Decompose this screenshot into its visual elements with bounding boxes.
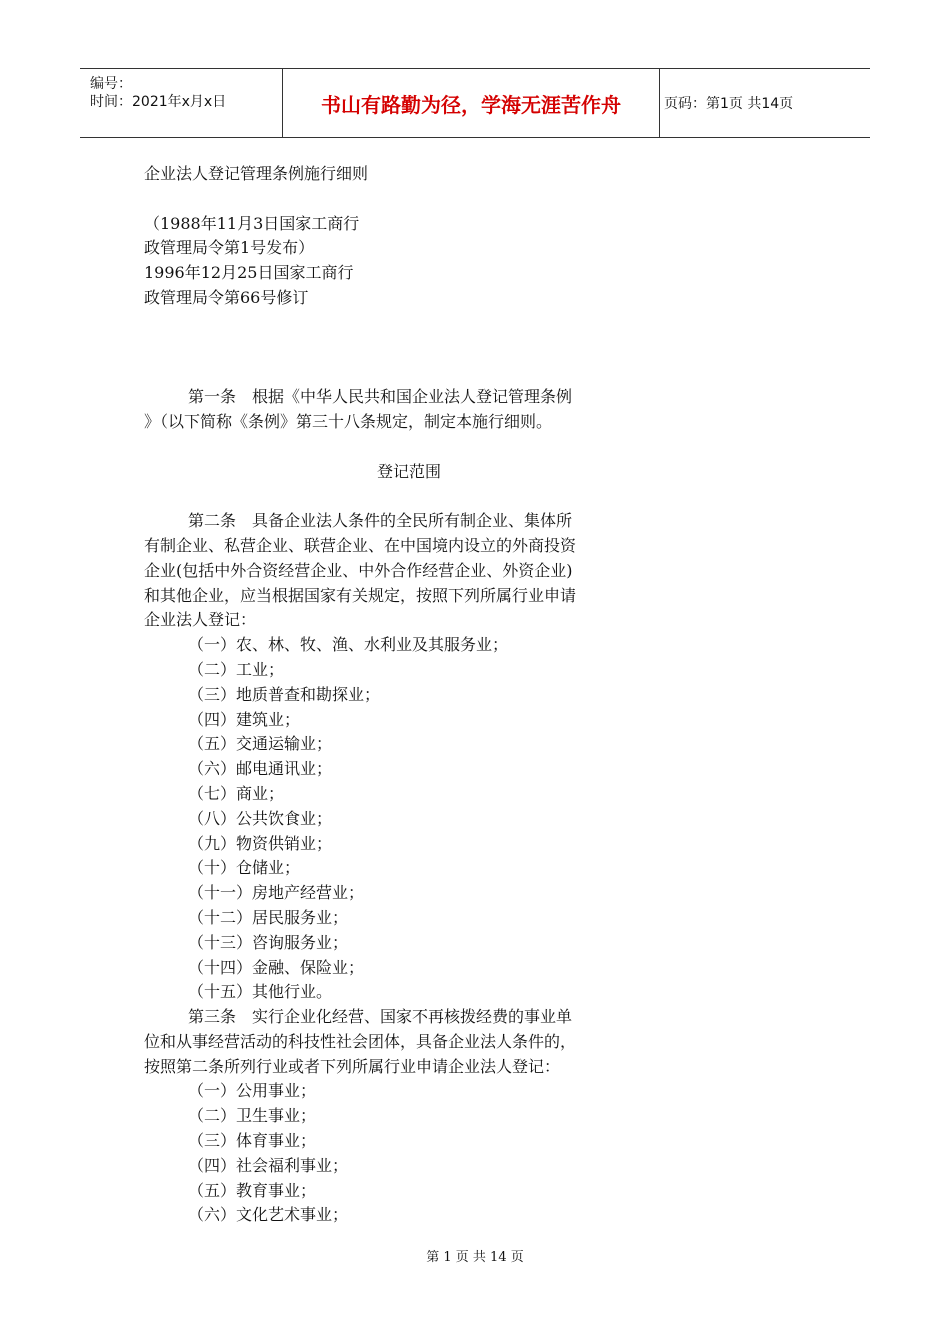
article-3-line: 按照第二条所列行业或者下列所属行业申请企业法人登记： — [144, 1056, 561, 1076]
list-item: （六）邮电通讯业； — [188, 759, 333, 779]
page-footer: 第 1 页 共 14 页 — [426, 1250, 524, 1265]
document-body — [144, 162, 674, 1228]
article-3-line: 第三条 实行企业化经营、国家不再核拨经费的事业单 — [188, 1007, 573, 1027]
list-item: （十）仓储业； — [188, 858, 301, 878]
list-item: （二）工业； — [188, 659, 285, 679]
publication-note: （1988年11月3日国家工商行 — [144, 213, 360, 233]
article-2-line: 企业法人登记： — [144, 610, 257, 630]
list-item: （五）交通运输业； — [188, 734, 333, 754]
list-item: （四）社会福利事业； — [188, 1155, 349, 1175]
revision-note: 1996年12月25日国家工商行 — [144, 263, 354, 283]
article-2-line: 第二条 具备企业法人条件的全民所有制企业、集体所 — [188, 511, 573, 531]
list-item: （四）建筑业； — [188, 709, 301, 729]
article-1-line: 第一条 根据《中华人民共和国企业法人登记管理条例 — [188, 387, 573, 407]
list-item: （一）公用事业； — [188, 1081, 317, 1101]
list-item: （二）卫生事业； — [188, 1106, 317, 1126]
number-label: 编号： — [90, 76, 132, 92]
article-2-line: 和其他企业，应当根据国家有关规定，按照下列所属行业申请 — [144, 585, 577, 605]
list-item: （十一）房地产经营业； — [188, 883, 365, 903]
article-1-line: 》（以下简称《条例》第三十八条规定，制定本施行细则。 — [144, 411, 553, 431]
list-item: （八）公共饮食业； — [188, 808, 333, 828]
article-3-line: 位和从事经营活动的科技性社会团体，具备企业法人条件的， — [144, 1031, 577, 1051]
list-item: （三）体育事业； — [188, 1131, 317, 1151]
article-2-line: 企业(包括中外合资经营企业、中外合作经营企业、外资企业) — [144, 560, 573, 580]
header-meta — [80, 69, 282, 137]
date-label: 时间：2021年x月x日 — [90, 94, 227, 110]
list-item: （十二）居民服务业； — [188, 907, 349, 927]
list-item: （五）教育事业； — [188, 1180, 317, 1200]
list-item: （十三）咨询服务业； — [188, 932, 349, 952]
list-item: （一）农、林、牧、渔、水利业及其服务业； — [188, 635, 509, 655]
page-header — [80, 68, 870, 138]
list-item: （七）商业； — [188, 783, 285, 803]
article-2-line: 有制企业、私营企业、联营企业、在中国境内设立的外商投资 — [144, 535, 577, 555]
list-item: （三）地质普查和勘探业； — [188, 684, 381, 704]
section-title: 登记范围 — [376, 461, 441, 481]
list-item: （六）文化艺术事业； — [188, 1205, 349, 1225]
revision-note: 政管理局令第66号修订 — [144, 287, 309, 307]
list-item: （十四）金融、保险业； — [188, 957, 365, 977]
list-item: （九）物资供销业； — [188, 833, 333, 853]
list-item: （十五）其他行业。 — [188, 982, 333, 1002]
publication-note: 政管理局令第1号发布） — [144, 238, 315, 258]
header-page-info: 页码：第1页 共14页 — [664, 96, 794, 112]
document-title: 企业法人登记管理条例施行细则 — [144, 164, 369, 183]
header-motto: 书山有路勤为径，学海无涯苦作舟 — [282, 69, 660, 137]
